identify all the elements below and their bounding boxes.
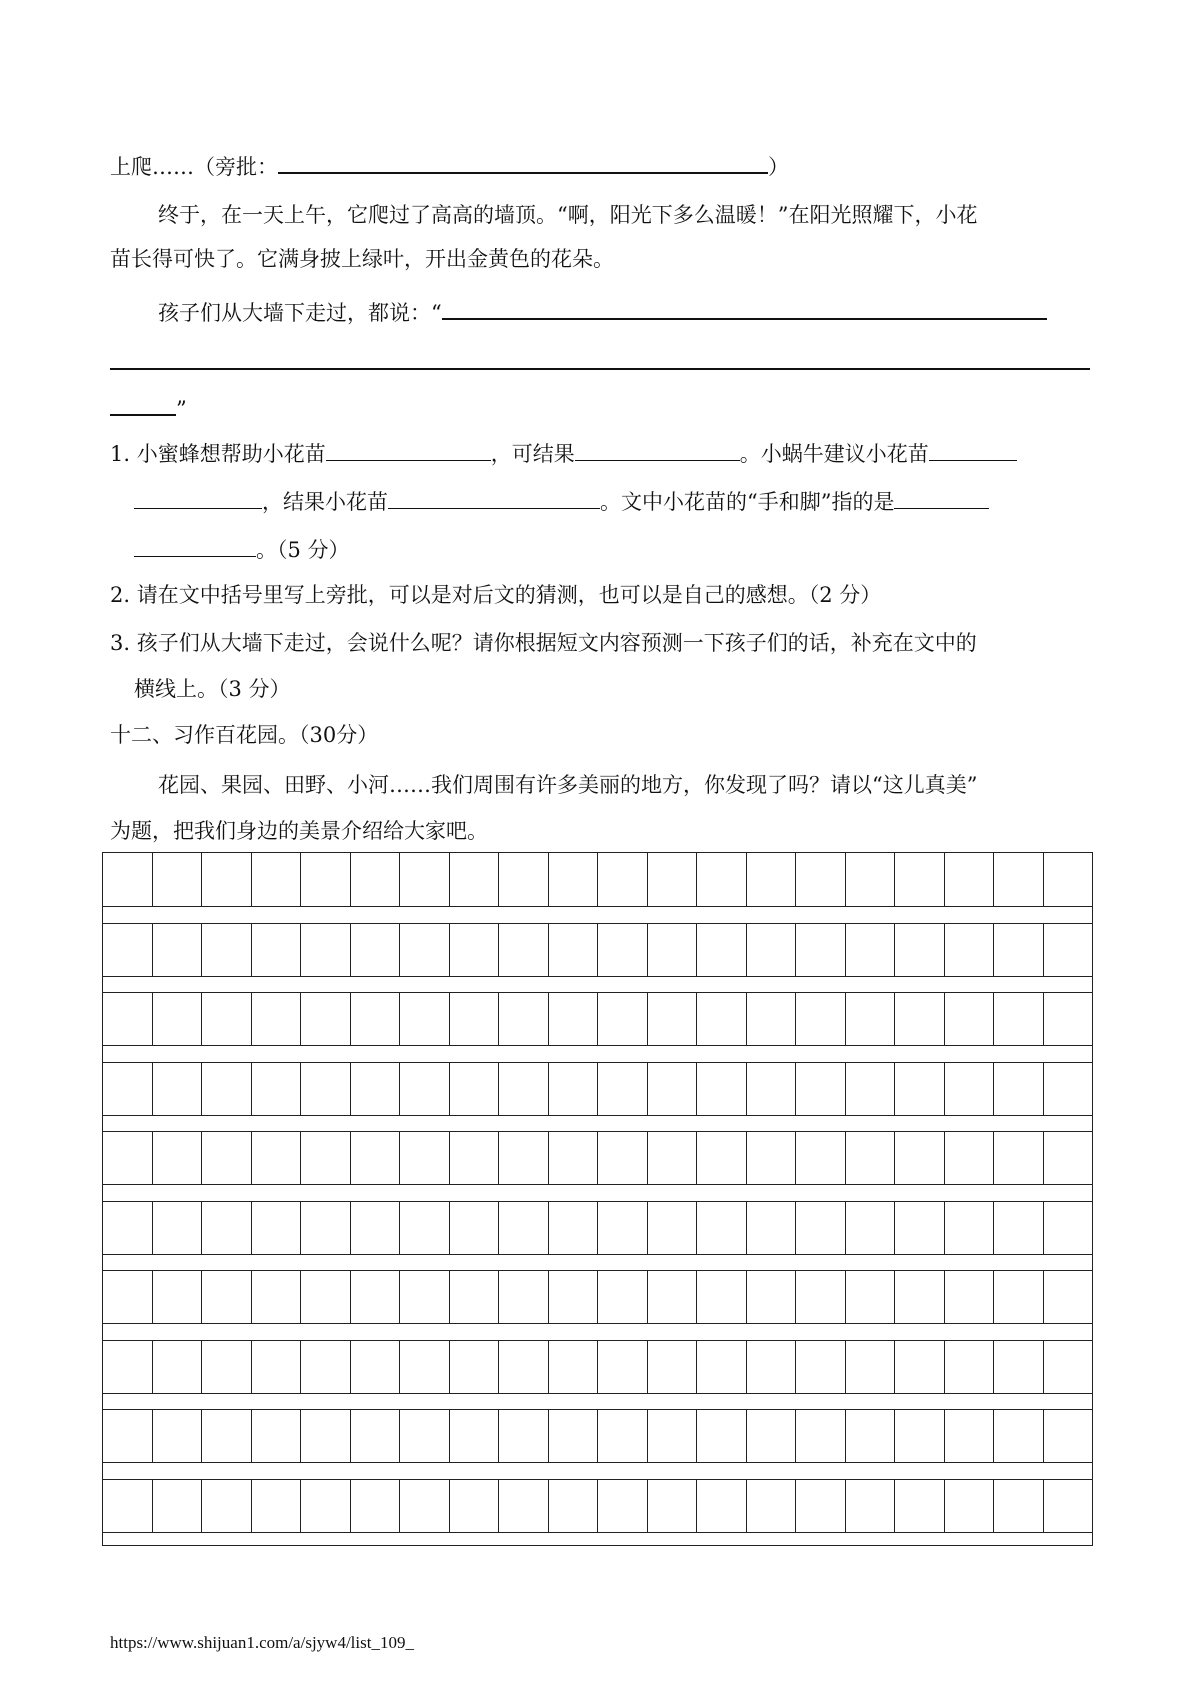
grid-cell[interactable]	[1044, 853, 1093, 906]
question-1-line-3: 。（5 分）	[134, 534, 350, 565]
grid-cell[interactable]	[450, 1341, 500, 1393]
grid-cell[interactable]	[697, 924, 747, 976]
grid-cell[interactable]	[1044, 993, 1093, 1045]
grid-row	[103, 1409, 1092, 1463]
grid-cell[interactable]	[202, 1202, 252, 1254]
grid-cell[interactable]	[202, 924, 252, 976]
grid-cell[interactable]	[846, 1271, 896, 1323]
grid-row	[103, 1340, 1092, 1394]
grid-cell[interactable]	[202, 1410, 252, 1462]
grid-cell[interactable]	[252, 993, 302, 1045]
q1-blank-5a[interactable]	[894, 486, 989, 509]
grid-cell[interactable]	[400, 924, 450, 976]
grid-cell[interactable]	[648, 1341, 698, 1393]
grid-cell[interactable]	[202, 1480, 252, 1532]
grid-cell[interactable]	[103, 853, 153, 906]
grid-cell[interactable]	[648, 1202, 698, 1254]
grid-cell[interactable]	[153, 1341, 203, 1393]
grid-cell[interactable]	[351, 1132, 401, 1184]
grid-cell[interactable]	[895, 1480, 945, 1532]
grid-cell[interactable]	[598, 924, 648, 976]
grid-cell[interactable]	[945, 993, 995, 1045]
grid-cell[interactable]	[994, 1132, 1044, 1184]
grid-cell[interactable]	[252, 1063, 302, 1115]
grid-cell[interactable]	[697, 1271, 747, 1323]
essay-writing-grid[interactable]	[102, 852, 1093, 1546]
grid-cell[interactable]	[945, 853, 995, 906]
grid-cell[interactable]	[103, 1341, 153, 1393]
grid-cell[interactable]	[796, 1132, 846, 1184]
side-note-blank[interactable]	[278, 150, 768, 174]
grid-cell[interactable]	[153, 993, 203, 1045]
children-words-blank-3[interactable]	[110, 392, 176, 416]
grid-cell[interactable]	[301, 1480, 351, 1532]
grid-cell[interactable]	[301, 1202, 351, 1254]
grid-cell[interactable]	[1044, 1271, 1093, 1323]
grid-cell[interactable]	[1044, 1480, 1093, 1532]
grid-cell[interactable]	[499, 1341, 549, 1393]
q1-blank-1[interactable]	[326, 438, 491, 461]
essay-title: 十二、习作百花园。（30分）	[110, 723, 379, 747]
grid-cell[interactable]	[747, 853, 797, 906]
grid-cell[interactable]	[648, 1271, 698, 1323]
grid-cell[interactable]	[598, 993, 648, 1045]
grid-cell[interactable]	[499, 1271, 549, 1323]
passage-para2-line1: 终于，在一天上午，它爬过了高高的墙顶。“啊，阳光下多么温暖！”在阳光照耀下，小花	[158, 203, 978, 227]
grid-cell[interactable]	[994, 853, 1044, 906]
grid-row	[103, 1479, 1092, 1533]
grid-cell[interactable]	[598, 1132, 648, 1184]
grid-cell[interactable]	[945, 1410, 995, 1462]
grid-cell[interactable]	[450, 1132, 500, 1184]
grid-cell[interactable]	[351, 1410, 401, 1462]
grid-cell[interactable]	[450, 1202, 500, 1254]
grid-cell[interactable]	[697, 1410, 747, 1462]
grid-cell[interactable]	[450, 993, 500, 1045]
grid-cell[interactable]	[846, 1341, 896, 1393]
grid-cell[interactable]	[450, 1480, 500, 1532]
grid-cell[interactable]	[549, 924, 599, 976]
grid-cell[interactable]	[648, 1063, 698, 1115]
grid-cell[interactable]	[103, 993, 153, 1045]
grid-cell[interactable]	[549, 1480, 599, 1532]
grid-cell[interactable]	[450, 1271, 500, 1323]
grid-cell[interactable]	[945, 1063, 995, 1115]
grid-cell[interactable]	[648, 1480, 698, 1532]
grid-cell[interactable]	[697, 1341, 747, 1393]
grid-row	[103, 1131, 1092, 1185]
grid-cell[interactable]	[598, 1202, 648, 1254]
grid-cell[interactable]	[895, 993, 945, 1045]
grid-cell[interactable]	[1044, 1341, 1093, 1393]
passage-line-1: 上爬……（旁批： ）	[110, 150, 789, 182]
grid-cell[interactable]	[103, 1271, 153, 1323]
grid-row	[103, 1201, 1092, 1255]
grid-cell[interactable]	[945, 1202, 995, 1254]
grid-cell[interactable]	[202, 853, 252, 906]
grid-cell[interactable]	[202, 1063, 252, 1115]
grid-cell[interactable]	[153, 1410, 203, 1462]
grid-cell[interactable]	[648, 993, 698, 1045]
grid-cell[interactable]	[301, 924, 351, 976]
grid-cell[interactable]	[747, 924, 797, 976]
q1-blank-5b[interactable]	[134, 534, 256, 557]
grid-cell[interactable]	[598, 1480, 648, 1532]
grid-cell[interactable]	[796, 993, 846, 1045]
question-1-line-1: 1. 小蜜蜂想帮助小花苗 ，可结果 。小蜗牛建议小花苗	[110, 438, 1017, 469]
grid-cell[interactable]	[153, 1480, 203, 1532]
grid-cell[interactable]	[895, 1410, 945, 1462]
grid-cell[interactable]	[252, 924, 302, 976]
grid-cell[interactable]	[153, 1063, 203, 1115]
grid-cell[interactable]	[945, 1341, 995, 1393]
grid-cell[interactable]	[1044, 1202, 1093, 1254]
passage-para2-line2: 苗长得可快了。它满身披上绿叶，开出金黄色的花朵。	[110, 247, 614, 271]
grid-cell[interactable]	[796, 1063, 846, 1115]
grid-cell[interactable]	[846, 1480, 896, 1532]
grid-cell[interactable]	[697, 1063, 747, 1115]
grid-cell[interactable]	[400, 1341, 450, 1393]
grid-row	[103, 923, 1092, 977]
grid-cell[interactable]	[400, 1063, 450, 1115]
grid-cell[interactable]	[697, 993, 747, 1045]
grid-cell[interactable]	[499, 1063, 549, 1115]
grid-cell[interactable]	[994, 1341, 1044, 1393]
grid-cell[interactable]	[994, 1202, 1044, 1254]
grid-cell[interactable]	[549, 853, 599, 906]
grid-cell[interactable]	[994, 1063, 1044, 1115]
grid-cell[interactable]	[351, 924, 401, 976]
grid-cell[interactable]	[1044, 1410, 1093, 1462]
grid-cell[interactable]	[400, 993, 450, 1045]
grid-cell[interactable]	[549, 993, 599, 1045]
grid-cell[interactable]	[747, 1410, 797, 1462]
grid-cell[interactable]	[499, 1480, 549, 1532]
grid-cell[interactable]	[499, 1410, 549, 1462]
grid-row	[103, 1062, 1092, 1116]
grid-cell[interactable]	[846, 1063, 896, 1115]
grid-cell[interactable]	[301, 993, 351, 1045]
grid-cell[interactable]	[202, 1132, 252, 1184]
question-3-line-2: 横线上。（3 分）	[134, 677, 291, 701]
grid-cell[interactable]	[301, 1341, 351, 1393]
grid-cell[interactable]	[796, 1202, 846, 1254]
grid-cell[interactable]	[895, 1341, 945, 1393]
grid-cell[interactable]	[351, 1063, 401, 1115]
grid-cell[interactable]	[351, 1202, 401, 1254]
grid-cell[interactable]	[202, 993, 252, 1045]
grid-cell[interactable]	[301, 1410, 351, 1462]
grid-cell[interactable]	[400, 853, 450, 906]
grid-row	[103, 992, 1092, 1046]
grid-cell[interactable]	[697, 1132, 747, 1184]
grid-cell[interactable]	[252, 1202, 302, 1254]
source-url: https://www.shijuan1.com/a/sjyw4/list_109_	[110, 1633, 414, 1652]
grid-cell[interactable]	[252, 1410, 302, 1462]
grid-cell[interactable]	[796, 1480, 846, 1532]
grid-cell[interactable]	[747, 1202, 797, 1254]
grid-cell[interactable]	[252, 853, 302, 906]
grid-cell[interactable]	[747, 1341, 797, 1393]
grid-cell[interactable]	[153, 1271, 203, 1323]
grid-cell[interactable]	[153, 853, 203, 906]
grid-cell[interactable]	[1044, 1063, 1093, 1115]
grid-cell[interactable]	[450, 1410, 500, 1462]
q1-blank-2[interactable]	[575, 438, 740, 461]
grid-cell[interactable]	[301, 1271, 351, 1323]
grid-cell[interactable]	[400, 1202, 450, 1254]
grid-cell[interactable]	[994, 924, 1044, 976]
grid-cell[interactable]	[450, 853, 500, 906]
grid-cell[interactable]	[747, 1271, 797, 1323]
grid-cell[interactable]	[153, 1202, 203, 1254]
grid-cell[interactable]	[796, 924, 846, 976]
grid-cell[interactable]	[697, 1202, 747, 1254]
grid-cell[interactable]	[549, 1341, 599, 1393]
grid-cell[interactable]	[252, 1341, 302, 1393]
grid-cell[interactable]	[103, 924, 153, 976]
grid-row	[103, 853, 1092, 907]
grid-cell[interactable]	[103, 1480, 153, 1532]
grid-cell[interactable]	[796, 1271, 846, 1323]
grid-cell[interactable]	[450, 924, 500, 976]
grid-cell[interactable]	[549, 1202, 599, 1254]
grid-row	[103, 1270, 1092, 1324]
grid-cell[interactable]	[945, 1480, 995, 1532]
grid-cell[interactable]	[499, 993, 549, 1045]
grid-cell[interactable]	[153, 924, 203, 976]
grid-cell[interactable]	[648, 853, 698, 906]
q1-blank-3a[interactable]	[929, 438, 1017, 461]
grid-cell[interactable]	[301, 853, 351, 906]
grid-cell[interactable]	[846, 1410, 896, 1462]
grid-cell[interactable]	[598, 1063, 648, 1115]
grid-cell[interactable]	[648, 1132, 698, 1184]
grid-cell[interactable]	[747, 1063, 797, 1115]
grid-cell[interactable]	[549, 1063, 599, 1115]
grid-cell[interactable]	[1044, 924, 1093, 976]
grid-cell[interactable]	[301, 1132, 351, 1184]
grid-cell[interactable]	[648, 924, 698, 976]
grid-cell[interactable]	[598, 1410, 648, 1462]
grid-cell[interactable]	[945, 924, 995, 976]
grid-cell[interactable]	[450, 1063, 500, 1115]
grid-cell[interactable]	[499, 1202, 549, 1254]
grid-cell[interactable]	[697, 1480, 747, 1532]
q1-blank-4[interactable]	[388, 486, 600, 509]
grid-cell[interactable]	[103, 1410, 153, 1462]
grid-cell[interactable]	[598, 1341, 648, 1393]
grid-cell[interactable]	[598, 1271, 648, 1323]
grid-cell[interactable]	[747, 1480, 797, 1532]
grid-cell[interactable]	[846, 993, 896, 1045]
grid-cell[interactable]	[994, 1480, 1044, 1532]
grid-cell[interactable]	[747, 993, 797, 1045]
question-2: 2. 请在文中括号里写上旁批，可以是对后文的猜测，也可以是自己的感想。（2 分）	[110, 583, 882, 607]
grid-cell[interactable]	[598, 853, 648, 906]
grid-cell[interactable]	[153, 1132, 203, 1184]
grid-cell[interactable]	[202, 1341, 252, 1393]
grid-cell[interactable]	[945, 1271, 995, 1323]
grid-cell[interactable]	[103, 1063, 153, 1115]
grid-cell[interactable]	[648, 1410, 698, 1462]
grid-cell[interactable]	[400, 1132, 450, 1184]
question-3-line-1: 3. 孩子们从大墙下走过，会说什么呢？请你根据短文内容预测一下孩子们的话，补充在文中的	[110, 631, 977, 655]
grid-cell[interactable]	[400, 1480, 450, 1532]
children-words-blank-1[interactable]	[442, 296, 1047, 320]
grid-cell[interactable]	[549, 1410, 599, 1462]
grid-cell[interactable]	[846, 1202, 896, 1254]
grid-cell[interactable]	[945, 1132, 995, 1184]
grid-cell[interactable]	[549, 1271, 599, 1323]
passage-para3: 孩子们从大墙下走过，都说：“	[158, 296, 1047, 328]
grid-cell[interactable]	[400, 1410, 450, 1462]
essay-prompt-line-2: 为题，把我们身边的美景介绍给大家吧。	[110, 819, 488, 843]
grid-cell[interactable]	[895, 1132, 945, 1184]
grid-cell[interactable]	[301, 1063, 351, 1115]
grid-cell[interactable]	[252, 1480, 302, 1532]
grid-cell[interactable]	[697, 853, 747, 906]
grid-cell[interactable]	[747, 1132, 797, 1184]
grid-cell[interactable]	[103, 1202, 153, 1254]
grid-cell[interactable]	[1044, 1132, 1093, 1184]
grid-cell[interactable]	[351, 1271, 401, 1323]
grid-cell[interactable]	[202, 1271, 252, 1323]
grid-cell[interactable]	[846, 1132, 896, 1184]
grid-cell[interactable]	[895, 853, 945, 906]
grid-cell[interactable]	[549, 1132, 599, 1184]
grid-cell[interactable]	[351, 1480, 401, 1532]
grid-cell[interactable]	[499, 924, 549, 976]
question-1-line-2: ，结果小花苗 。文中小花苗的“手和脚”指的是	[134, 486, 989, 517]
grid-cell[interactable]	[103, 1132, 153, 1184]
grid-cell[interactable]	[994, 1410, 1044, 1462]
grid-cell[interactable]	[994, 1271, 1044, 1323]
grid-cell[interactable]	[895, 1202, 945, 1254]
grid-cell[interactable]	[796, 853, 846, 906]
grid-cell[interactable]	[895, 924, 945, 976]
passage-para3-end: ”	[110, 392, 187, 424]
essay-prompt-line-1: 花园、果园、田野、小河……我们周围有许多美丽的地方，你发现了吗？请以“这儿真美”	[158, 773, 978, 797]
grid-cell[interactable]	[252, 1271, 302, 1323]
grid-cell[interactable]	[400, 1271, 450, 1323]
grid-cell[interactable]	[351, 1341, 401, 1393]
q1-blank-3b[interactable]	[134, 486, 262, 509]
grid-cell[interactable]	[499, 1132, 549, 1184]
grid-cell[interactable]	[351, 993, 401, 1045]
grid-cell[interactable]	[895, 1271, 945, 1323]
grid-cell[interactable]	[796, 1341, 846, 1393]
grid-cell[interactable]	[895, 1063, 945, 1115]
children-words-blank-2[interactable]	[110, 368, 1090, 370]
grid-cell[interactable]	[994, 993, 1044, 1045]
grid-cell[interactable]	[796, 1410, 846, 1462]
grid-cell[interactable]	[846, 853, 896, 906]
grid-cell[interactable]	[351, 853, 401, 906]
grid-cell[interactable]	[846, 924, 896, 976]
grid-cell[interactable]	[499, 853, 549, 906]
grid-cell[interactable]	[252, 1132, 302, 1184]
